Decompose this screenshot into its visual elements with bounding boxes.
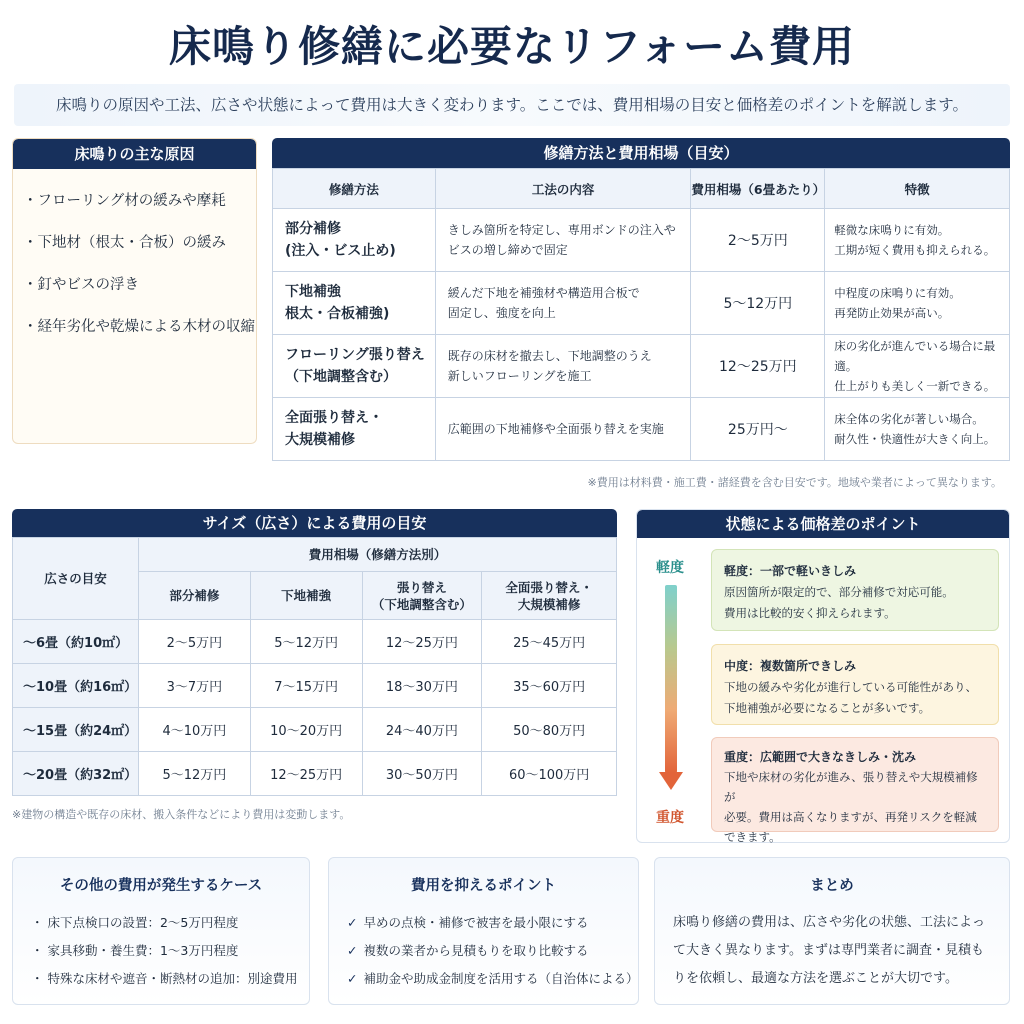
methods-section xyxy=(272,138,1010,461)
table-row xyxy=(13,664,617,708)
size-section xyxy=(12,509,617,796)
condition-light-box xyxy=(711,549,999,631)
list-item: ・ 床下点検口の設置：2〜5万円程度 xyxy=(31,915,239,930)
condition-line: 下地の緩みや劣化が進行している可能性があり、 xyxy=(724,680,977,694)
table-row xyxy=(273,272,1010,335)
method-cost: 2〜5万円 xyxy=(691,209,825,272)
column-header: 張り替え （下地調整含む） xyxy=(362,572,482,620)
condition-line: 下地や床材の劣化が進み、張り替えや大規模補修が xyxy=(724,770,978,804)
savings-card xyxy=(328,857,639,1005)
size-note: ※建物の構造や既存の床材、搬入条件などにより費用は変動します。 xyxy=(12,808,351,821)
methods-header: 修繕方法と費用相場（目安） xyxy=(272,138,1010,168)
table-row xyxy=(273,209,1010,272)
condition-line: 費用は比較的安く抑えられます。 xyxy=(724,606,896,620)
light-level-label: 軽度 xyxy=(656,560,684,576)
group-header: 費用相場（修繕方法別） xyxy=(138,538,616,572)
column-header: 全面張り替え・ 大規模補修 xyxy=(482,572,617,620)
cause-item: ・経年劣化や乾燥による木材の収縮 xyxy=(23,319,255,335)
cause-item: ・フローリング材の緩みや摩耗 xyxy=(23,193,226,209)
table-row xyxy=(273,398,1010,461)
list-item xyxy=(347,965,638,993)
size-cost: 12〜25万円 xyxy=(362,620,482,664)
method-feature: 床全体の劣化が著しい場合。 耐久性・快適性が大きく向上。 xyxy=(825,398,1010,461)
table-row xyxy=(13,708,617,752)
method-feature: 床の劣化が進んでいる場合に最適。 仕上がりも美しく一新できる。 xyxy=(825,335,1010,398)
size-cost: 2〜5万円 xyxy=(138,620,250,664)
method-feature: 軽微な床鳴りに有効。 工期が短く費用も抑えられる。 xyxy=(825,209,1010,272)
size-cost: 10〜20万円 xyxy=(250,708,362,752)
list-item-text: 複数の業者から見積もりを取り比較する xyxy=(363,943,589,958)
method-content: きしみ箇所を特定し、専用ボンドの注入や ビスの増し締めで固定 xyxy=(435,209,691,272)
method-cost: 5〜12万円 xyxy=(691,272,825,335)
causes-list xyxy=(13,169,256,337)
method-content: 緩んだ下地を補強材や構造用合板で 固定し、強度を向上 xyxy=(435,272,691,335)
summary-text: 床鳴り修繕の費用は、広さや劣化の状態、工法によって大きく異なります。まずは専門業者に調査・見積もりを依頼し、最適な方法を選ぶことが大切です。 xyxy=(673,915,986,986)
list-item-text: 早めの点検・補修で被害を最小限にする xyxy=(363,915,589,930)
cause-item: ・釘やビスの浮き xyxy=(23,277,139,293)
size-cost: 30〜50万円 xyxy=(362,752,482,796)
methods-header-row xyxy=(273,169,1010,209)
condition-medium-box xyxy=(711,644,999,725)
condition-heavy-box xyxy=(711,737,999,844)
size-cost: 3〜7万円 xyxy=(138,664,250,708)
list-item: ・ 特殊な床材や遮音・断熱材の追加：別途費用 xyxy=(31,971,298,986)
list-item xyxy=(347,909,638,937)
list-item: ・ 家具移動・養生費：1〜3万円程度 xyxy=(31,943,239,958)
size-cost: 5〜12万円 xyxy=(250,620,362,664)
cause-item: ・下地材（根太・合板）の緩み xyxy=(23,235,226,251)
summary-title: まとめ xyxy=(810,878,854,894)
size-group-row xyxy=(13,538,617,572)
condition-title: 軽度：一部で軽いきしみ xyxy=(724,564,857,578)
size-label: 〜10畳（約16㎡） xyxy=(13,664,139,708)
size-cost: 5〜12万円 xyxy=(138,752,250,796)
size-cost: 18〜30万円 xyxy=(362,664,482,708)
method-cost: 12〜25万円 xyxy=(691,335,825,398)
severity-arrow-icon xyxy=(665,585,677,773)
size-cost: 50〜80万円 xyxy=(482,708,617,752)
other-costs-list xyxy=(13,909,309,993)
method-content: 既存の床材を撤去し、下地調整のうえ 新しいフローリングを施工 xyxy=(435,335,691,398)
savings-title: 費用を抑えるポイント xyxy=(411,878,556,894)
check-icon: ✓ xyxy=(347,943,358,958)
table-row xyxy=(13,752,617,796)
column-header: 特徴 xyxy=(825,169,1010,209)
table-row xyxy=(13,620,617,664)
method-name: 全面張り替え・ 大規模補修 xyxy=(273,398,436,461)
list-item xyxy=(347,937,638,965)
method-cost: 25万円〜 xyxy=(691,398,825,461)
method-name: 部分補修 (注入・ビス止め) xyxy=(273,209,436,272)
size-cost: 60〜100万円 xyxy=(482,752,617,796)
condition-title: 中度：複数箇所できしみ xyxy=(724,659,857,673)
size-label: 〜20畳（約32㎡） xyxy=(13,752,139,796)
column-header: 下地補強 xyxy=(250,572,362,620)
size-table xyxy=(12,537,617,796)
method-name: フローリング張り替え （下地調整含む） xyxy=(273,335,436,398)
summary-card xyxy=(654,857,1010,1005)
condition-line: 原因箇所が限定的で、部分補修で対応可能。 xyxy=(724,585,954,599)
check-icon: ✓ xyxy=(347,971,358,986)
column-header: 部分補修 xyxy=(138,572,250,620)
condition-line: できます。 xyxy=(724,830,781,844)
size-cost: 25〜45万円 xyxy=(482,620,617,664)
condition-header: 状態による価格差のポイント xyxy=(637,510,1009,538)
condition-title: 重度：広範囲で大きなきしみ・沈み xyxy=(724,750,917,764)
heavy-level-label: 重度 xyxy=(656,810,684,826)
method-content: 広範囲の下地補修や全面張り替えを実施 xyxy=(435,398,691,461)
savings-list xyxy=(329,909,638,993)
page-title: 床鳴り修繕に必要なリフォーム費用 xyxy=(169,22,855,71)
methods-table xyxy=(272,168,1010,461)
method-name: 下地補強 根太・合板補強) xyxy=(273,272,436,335)
column-header: 工法の内容 xyxy=(435,169,691,209)
size-header: サイズ（広さ）による費用の目安 xyxy=(12,509,617,537)
method-feature: 中程度の床鳴りに有効。 再発防止効果が高い。 xyxy=(825,272,1010,335)
table-row xyxy=(273,335,1010,398)
condition-line: 下地補強が必要になることが多いです。 xyxy=(724,701,931,715)
column-header: 費用相場（6畳あたり） xyxy=(691,169,825,209)
size-cost: 35〜60万円 xyxy=(482,664,617,708)
size-cost: 24〜40万円 xyxy=(362,708,482,752)
methods-note: ※費用は材料費・施工費・諸経費を含む目安です。地域や業者によって異なります。 xyxy=(587,476,1002,489)
size-label: 〜15畳（約24㎡） xyxy=(13,708,139,752)
row-header: 広さの目安 xyxy=(13,538,139,620)
condition-line: 必要。費用は高くなりますが、再発リスクを軽減 xyxy=(724,810,977,824)
size-cost: 7〜15万円 xyxy=(250,664,362,708)
size-cost: 12〜25万円 xyxy=(250,752,362,796)
intro-text: 床鳴りの原因や工法、広さや状態によって費用は大きく変わります。ここでは、費用相場の目安と価格差のポイントを解説します。 xyxy=(14,84,1010,126)
column-header: 修繕方法 xyxy=(273,169,436,209)
size-cost: 4〜10万円 xyxy=(138,708,250,752)
arrow-down-icon xyxy=(659,772,683,790)
list-item-text: 補助金や助成金制度を活用する（自治体による） xyxy=(363,971,639,986)
causes-card xyxy=(12,138,257,444)
other-costs-title: その他の費用が発生するケース xyxy=(59,878,263,894)
check-icon: ✓ xyxy=(347,915,358,930)
size-label: 〜6畳（約10㎡） xyxy=(13,620,139,664)
causes-header: 床鳴りの主な原因 xyxy=(13,139,256,169)
other-costs-card xyxy=(12,857,310,1005)
